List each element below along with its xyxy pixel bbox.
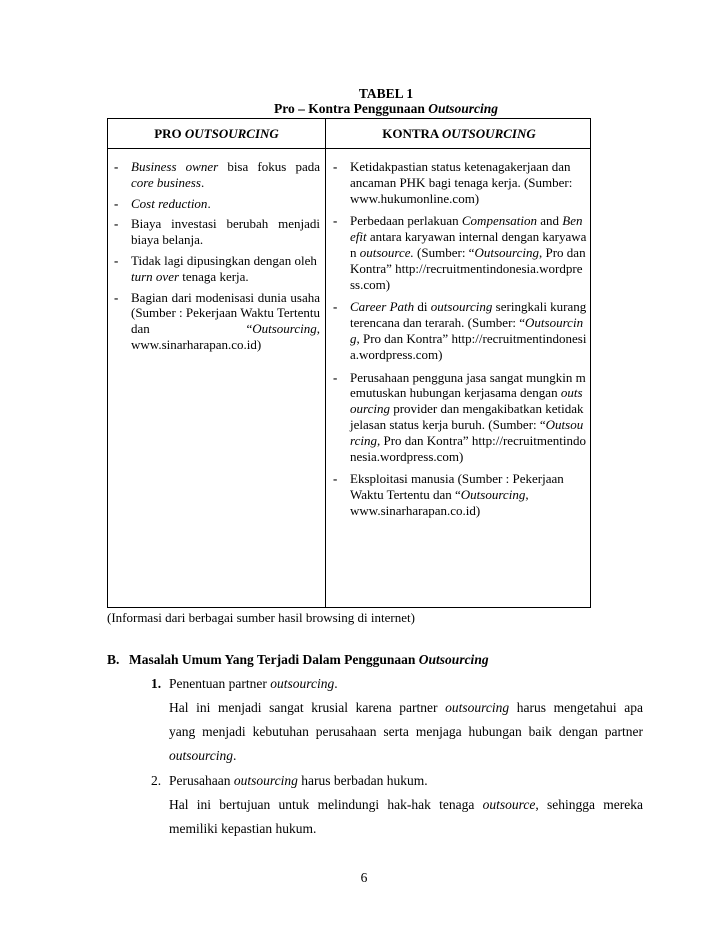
- pro-column: [114, 159, 320, 358]
- list-item-heading: 1. Penentuan partner outsourcing.: [151, 676, 338, 691]
- kontra-item: - Perbedaan perlakuan Compensation and Benefit antara karyawan internal dengan karyawan outsource. (Sumber: “Outsourcing, Pro dan Kontra” http://recruitmentindonesia.wordpress.com): [333, 213, 587, 292]
- paragraph: Hal ini menjadi sangat krusial karena partner outsourcing harus mengetahui apa yang menjadi kebutuhan perusahaan serta menjaga hubungan baik dengan partner outsourcing.: [169, 700, 643, 763]
- pro-item: - Business owner bisa fokus pada core business.: [114, 159, 320, 190]
- kontra-item: - Career Path di outsourcing seringkali kurang terencana dan terarah. (Sumber: “Outsourcing, Pro dan Kontra” http://recruitmentindonesia.wordpress.com): [333, 299, 587, 362]
- kontra-column: [333, 159, 587, 526]
- pro-kontra-table: [107, 118, 591, 608]
- list-item-heading: 2. Perusahaan outsourcing harus berbadan hukum.: [151, 773, 428, 788]
- page-number: 6: [360, 870, 368, 885]
- table-subtitle: Pro – Kontra Penggunaan Outsourcing: [273, 101, 499, 116]
- kontra-item: - Eksploitasi manusia (Sumber : Pekerjaan Waktu Tertentu dan “Outsourcing, www.sinarharapan.co.id): [333, 471, 564, 518]
- pro-item: - Biaya investasi berubah menjadi biaya belanja.: [114, 216, 320, 248]
- pro-header: PRO OUTSOURCING: [154, 126, 279, 141]
- table-source-note: (Informasi dari berbagai sumber hasil browsing di internet): [107, 610, 415, 625]
- paragraph: Hal ini bertujuan untuk melindungi hak-hak tenaga outsource, sehingga mereka memiliki kepastian hukum.: [169, 797, 643, 836]
- table-title: TABEL 1: [358, 86, 414, 101]
- pro-item: - Tidak lagi dipusingkan dengan oleh turn over tenaga kerja.: [114, 252, 317, 284]
- pro-item: - Bagian dari modenisasi dunia usaha (Sumber : Pekerjaan Waktu Tertentu dan “Outsourcing, www.sinarharapan.co.id): [114, 289, 320, 352]
- pro-item: - Cost reduction.: [114, 195, 211, 211]
- section-heading: B. Masalah Umum Yang Terjadi Dalam Penggunaan Outsourcing: [107, 652, 489, 667]
- kontra-header: KONTRA OUTSOURCING: [382, 126, 536, 141]
- kontra-item: - Perusahaan pengguna jasa sangat mungkin memutuskan hubungan kerjasama dengan outsourcing provider dan mengakibatkan ketidakjelasan status kerja buruh. (Sumber: “Outsourcing, Pro dan Kontra” http://recruitmentindonesia.wordpress.com): [333, 369, 587, 464]
- kontra-item: - Ketidakpastian status ketenagakerjaan dan ancaman PHK bagi tenaga kerja. (Sumber: www.hukumonline.com): [333, 159, 573, 206]
